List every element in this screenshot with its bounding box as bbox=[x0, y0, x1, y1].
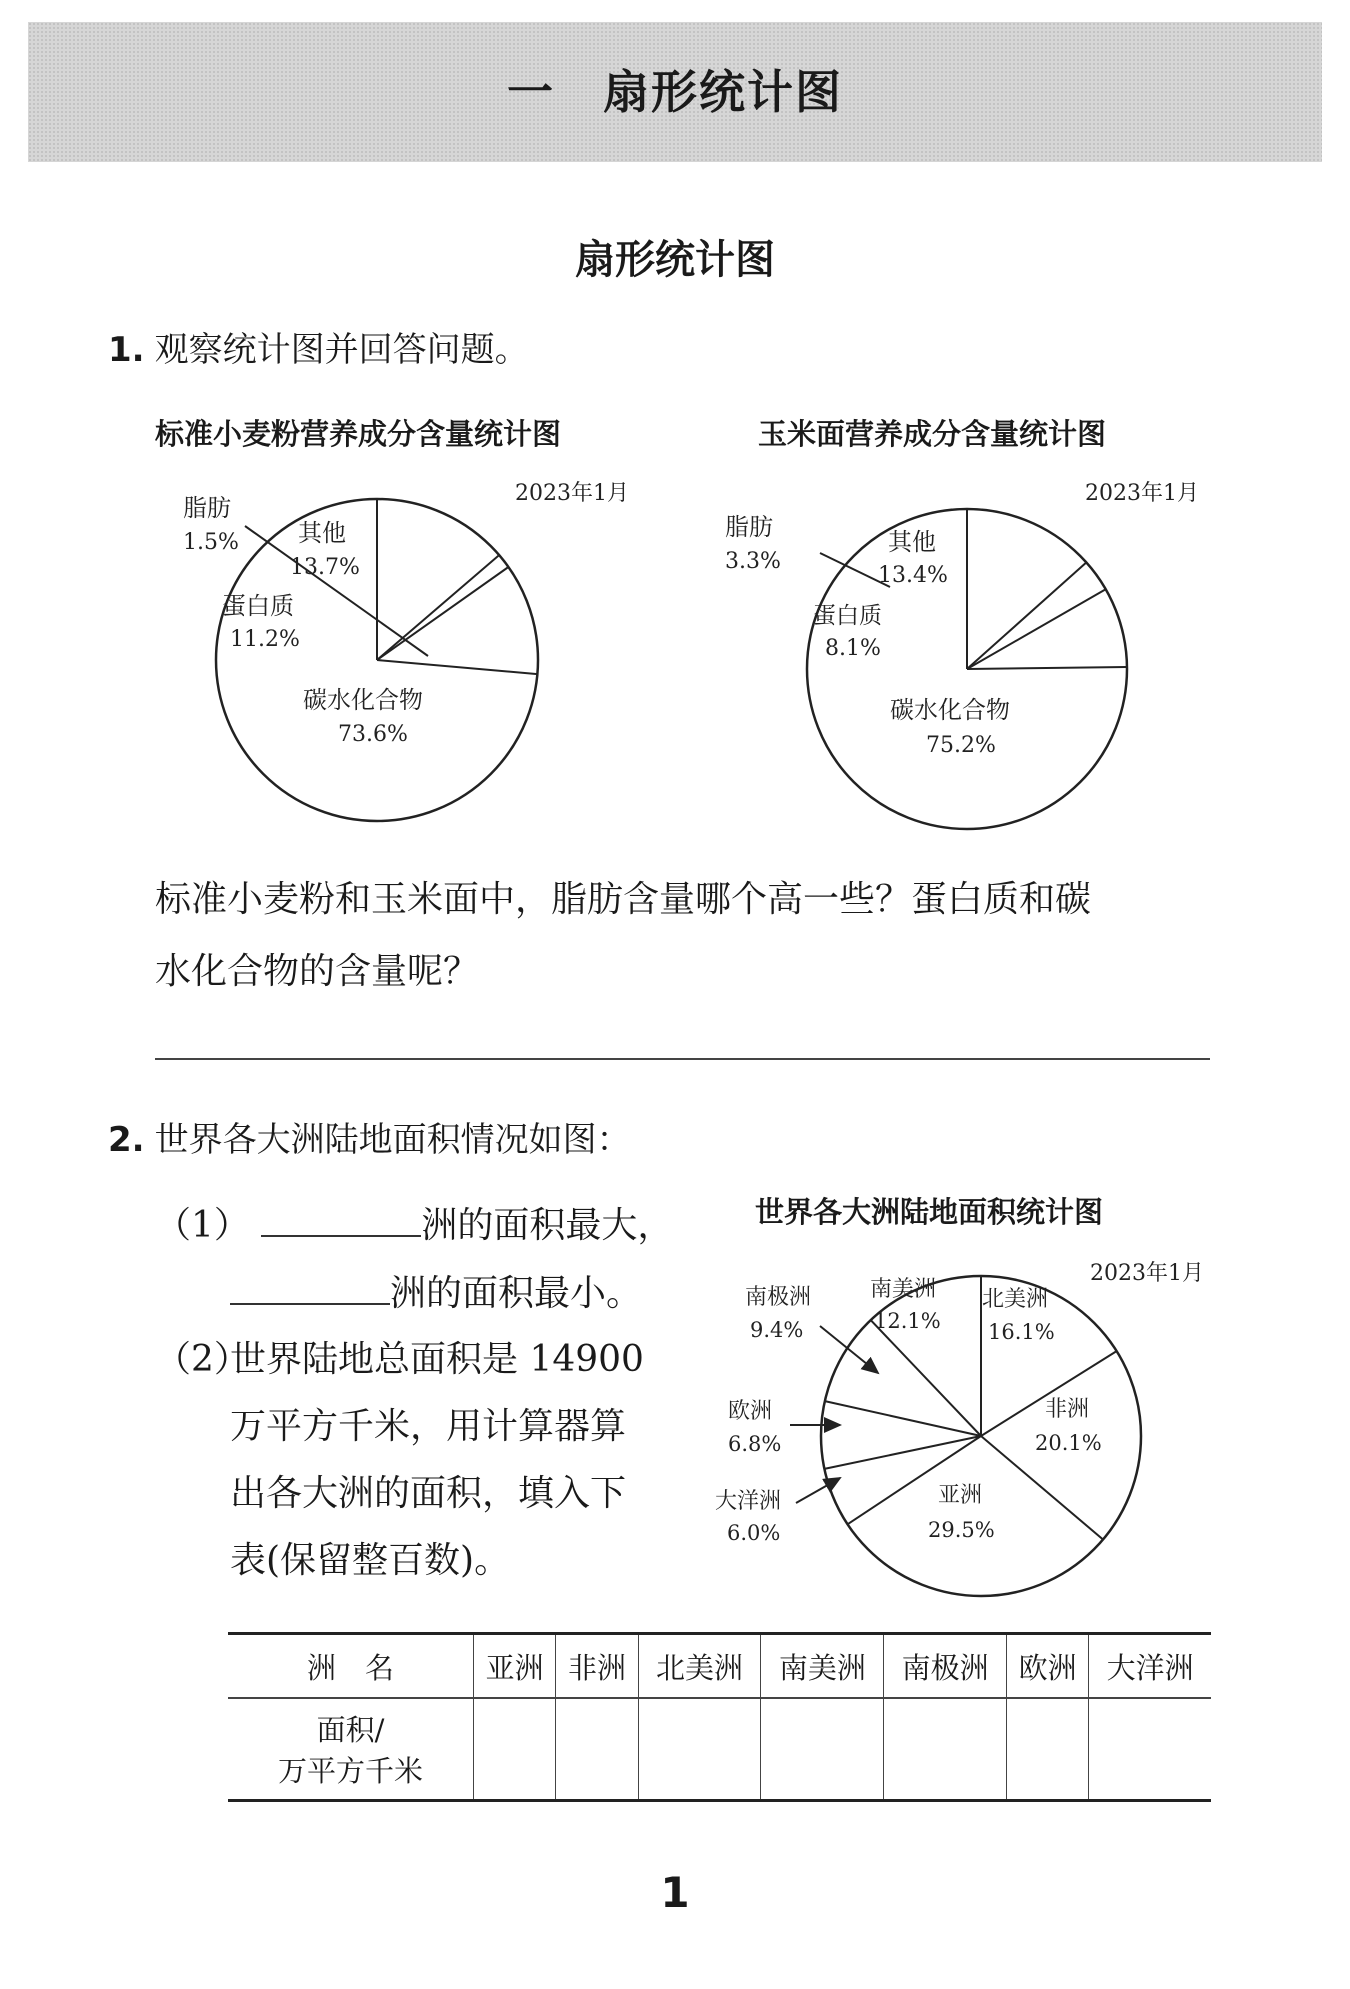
chapter-banner bbox=[28, 22, 1322, 162]
table-row-label bbox=[228, 1698, 474, 1801]
slice-label: 碳水化合物 bbox=[303, 686, 423, 714]
answer-cell[interactable] bbox=[1007, 1698, 1089, 1801]
part-1-text-2: 洲的面积最小。 bbox=[390, 1273, 643, 1314]
slice-value: 6.8% bbox=[728, 1432, 782, 1456]
slice-value: 73.6% bbox=[338, 722, 408, 747]
slice-value: 13.4% bbox=[878, 563, 948, 588]
slice-value: 1.5% bbox=[183, 530, 239, 555]
slice-value: 13.7% bbox=[290, 555, 360, 580]
question-1-prompt bbox=[108, 322, 529, 371]
wheat-chart-title: 标准小麦粉营养成分含量统计图 bbox=[155, 417, 562, 451]
area-table bbox=[228, 1632, 1211, 1802]
answer-cell[interactable] bbox=[884, 1698, 1007, 1801]
table-header-label: 洲 名 bbox=[228, 1634, 474, 1699]
slice-value: 16.1% bbox=[988, 1320, 1055, 1344]
wheat-pie-chart bbox=[180, 460, 700, 840]
answer-cell[interactable] bbox=[761, 1698, 884, 1801]
chart-date: 2023年1月 bbox=[1085, 481, 1199, 506]
slice-label: 北美洲 bbox=[982, 1287, 1049, 1312]
part-1-label: （1） bbox=[155, 1205, 250, 1246]
answer-blank-largest[interactable] bbox=[261, 1205, 421, 1237]
table-header-cell: 南美洲 bbox=[761, 1634, 884, 1699]
question-1-text-line-2: 水化合物的含量呢？ bbox=[155, 951, 480, 992]
continent-chart-title: 世界各大洲陆地面积统计图 bbox=[755, 1195, 1104, 1229]
part-2-line-2: 万平方千米，用计算器算 bbox=[230, 1406, 627, 1447]
table-header-cell: 亚洲 bbox=[474, 1634, 556, 1699]
table-header-cell: 欧洲 bbox=[1007, 1634, 1089, 1699]
slice-value: 29.5% bbox=[928, 1518, 995, 1542]
chapter-title: 一 扇形统计图 bbox=[507, 65, 843, 119]
part-2-line-1: 世界陆地总面积是 14900 bbox=[230, 1339, 644, 1380]
slice-value: 20.1% bbox=[1035, 1431, 1102, 1455]
row-label-line-1: 面积/ bbox=[316, 1713, 385, 1747]
part-1-text-1: 洲的面积最大， bbox=[421, 1205, 674, 1246]
row-label-line-2: 万平方千米 bbox=[277, 1754, 423, 1788]
slice-label: 蛋白质 bbox=[222, 592, 294, 620]
table-header-cell: 北美洲 bbox=[638, 1634, 761, 1699]
answer-line[interactable] bbox=[155, 1058, 1210, 1060]
part-1-line-2 bbox=[230, 1262, 642, 1326]
question-1-number: 1. bbox=[108, 330, 145, 370]
section-title: 扇形统计图 bbox=[575, 237, 775, 283]
slice-value: 6.0% bbox=[727, 1521, 781, 1545]
answer-cell[interactable] bbox=[474, 1698, 556, 1801]
slice-value: 11.2% bbox=[230, 627, 300, 652]
slice-label: 南极洲 bbox=[745, 1285, 812, 1310]
slice-label: 南美洲 bbox=[870, 1277, 937, 1302]
part-2-line-4: 表(保留整百数)。 bbox=[230, 1540, 511, 1581]
continent-pie-chart bbox=[700, 1240, 1220, 1600]
slice-label: 非洲 bbox=[1045, 1397, 1090, 1422]
chart-date: 2023年1月 bbox=[1090, 1261, 1204, 1286]
question-1-text: 观察统计图并回答问题。 bbox=[154, 330, 529, 370]
question-2-text: 世界各大洲陆地面积情况如图： bbox=[154, 1120, 631, 1160]
question-2-prompt bbox=[108, 1112, 631, 1161]
table-header-cell: 大洋洲 bbox=[1089, 1634, 1211, 1699]
question-2-number: 2. bbox=[108, 1120, 145, 1160]
slice-label: 蛋白质 bbox=[813, 603, 882, 629]
slice-value: 8.1% bbox=[825, 636, 881, 661]
corn-chart-title: 玉米面营养成分含量统计图 bbox=[758, 417, 1107, 451]
chart-date: 2023年1月 bbox=[515, 481, 629, 506]
answer-cell[interactable] bbox=[556, 1698, 638, 1801]
corn-pie-chart bbox=[720, 460, 1240, 840]
slice-value: 75.2% bbox=[926, 733, 996, 758]
slice-label: 其他 bbox=[888, 528, 936, 556]
slice-label: 亚洲 bbox=[938, 1483, 983, 1508]
slice-label: 脂肪 bbox=[183, 494, 231, 522]
slice-label: 大洋洲 bbox=[715, 1489, 782, 1514]
table-header-cell: 南极洲 bbox=[884, 1634, 1007, 1699]
page-number: 1 bbox=[660, 1868, 690, 1917]
table-row bbox=[228, 1698, 1211, 1801]
answer-cell[interactable] bbox=[638, 1698, 761, 1801]
answer-blank-smallest[interactable] bbox=[230, 1273, 390, 1305]
answer-cell[interactable] bbox=[1089, 1698, 1211, 1801]
slice-label: 欧洲 bbox=[728, 1399, 773, 1424]
slice-value: 9.4% bbox=[750, 1318, 804, 1342]
table-header-row bbox=[228, 1634, 1211, 1699]
slice-value: 3.3% bbox=[725, 549, 781, 574]
slice-label: 其他 bbox=[298, 519, 346, 547]
slice-label: 碳水化合物 bbox=[890, 696, 1010, 724]
part-2-label: （2） bbox=[155, 1339, 250, 1380]
question-1-text-line-1: 标准小麦粉和玉米面中，脂肪含量哪个高一些？蛋白质和碳 bbox=[155, 879, 1092, 920]
part-2-line-3: 出各大洲的面积，填入下 bbox=[230, 1473, 627, 1514]
table-header-cell: 非洲 bbox=[556, 1634, 638, 1699]
slice-value: 12.1% bbox=[874, 1309, 941, 1333]
part-1-line-1 bbox=[155, 1194, 673, 1258]
slice-label: 脂肪 bbox=[725, 513, 773, 541]
